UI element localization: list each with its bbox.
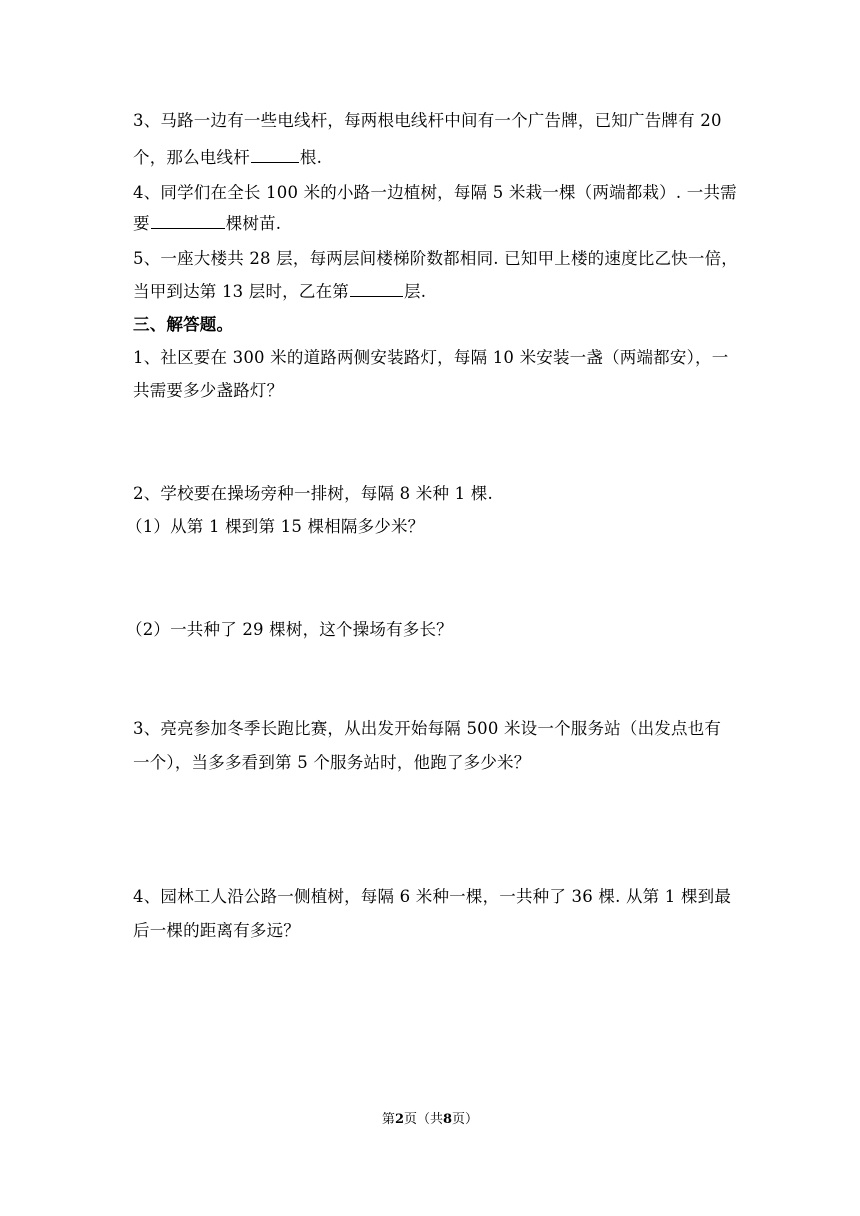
q3-fill-text-after: 根. — [299, 148, 323, 167]
q3-fill-line2 — [133, 146, 322, 169]
page-footer — [0, 1111, 860, 1129]
problem3-line2: 一个），当多多看到第 5 个服务站时，他跑了多少米？ — [133, 753, 531, 772]
q3-fill-line1: 3、马路一边有一些电线杆，每两根电线杆中间有一个广告牌，已知广告牌有 20 — [133, 111, 722, 130]
q5-fill-line1: 5、一座大楼共 28 层，每两层间楼梯阶数都相同. 已知甲上楼的速度比乙快一倍， — [133, 249, 738, 268]
footer-page-number: 2 — [394, 1112, 404, 1127]
footer-middle: 页（共 — [403, 1112, 443, 1127]
footer-total-pages: 8 — [443, 1112, 453, 1127]
problem4-line1: 4、园林工人沿公路一侧植树，每隔 6 米种一棵，一共种了 36 棵. 从第 1 棵到最 — [133, 887, 732, 906]
q5-fill-text-after: 层. — [404, 282, 427, 301]
problem1-line2: 共需要多少盏路灯？ — [133, 381, 284, 400]
problem2-sub1: （1）从第 1 棵到第 15 棵相隔多少米？ — [126, 517, 425, 536]
problem4-line2: 后一棵的距离有多远？ — [133, 921, 300, 940]
problem2-line1: 2、学校要在操场旁种一排树，每隔 8 米种 1 棵. — [133, 484, 493, 503]
section-heading: 三、解答题。 — [133, 315, 234, 334]
q4-fill-line2 — [133, 212, 281, 235]
problem3-line1: 3、亮亮参加冬季长跑比赛，从出发开始每隔 500 米设一个服务站（出发点也有 — [133, 719, 722, 738]
footer-suffix: 页） — [452, 1112, 479, 1127]
q5-fill-line2 — [133, 280, 426, 303]
q4-fill-text-before: 要 — [133, 214, 150, 233]
answer-blank[interactable] — [151, 212, 225, 229]
problem2-sub2: （2）一共种了 29 棵树，这个操场有多长？ — [126, 620, 453, 639]
q5-fill-text-before: 当甲到达第 13 层时，乙在第 — [133, 282, 349, 301]
answer-blank[interactable] — [251, 146, 299, 163]
q3-fill-text-before: 个，那么电线杆 — [133, 148, 250, 167]
footer-prefix: 第 — [381, 1112, 395, 1127]
q4-fill-text-after: 棵树苗. — [225, 214, 282, 233]
problem1-line1: 1、社区要在 300 米的道路两侧安装路灯，每隔 10 米安装一盏（两端都安），一 — [133, 348, 729, 367]
q4-fill-line1: 4、同学们在全长 100 米的小路一边植树，每隔 5 米栽一棵（两端都栽）. 一共需 — [133, 183, 737, 202]
answer-blank[interactable] — [350, 280, 403, 297]
